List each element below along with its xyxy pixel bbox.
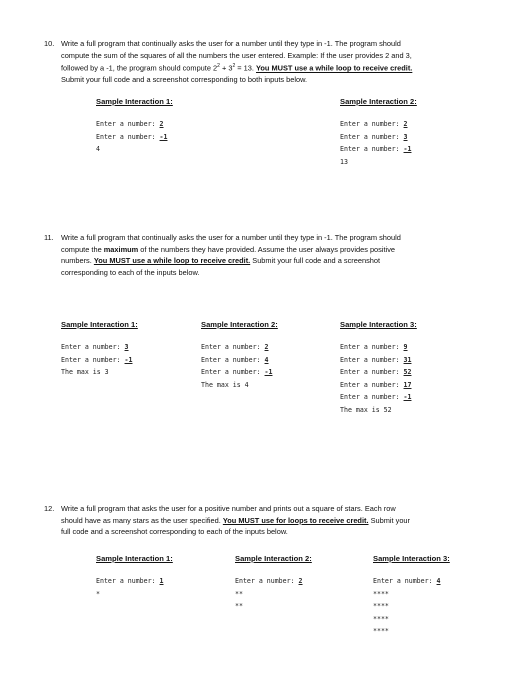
text-fragment: + 3 [219, 63, 233, 73]
console-prompt: **** [373, 627, 389, 636]
requirement-emphasis: You MUST use for loops to receive credit. [222, 515, 369, 525]
console-line [235, 588, 312, 601]
user-input: 1 [159, 577, 164, 585]
console-prompt: Enter a number: [201, 355, 265, 364]
console-line [235, 575, 312, 588]
console-line [96, 588, 173, 601]
sample-interaction-1 [96, 97, 173, 156]
console-line [340, 354, 417, 367]
user-input: 3 [124, 343, 129, 351]
user-input: 2 [403, 120, 408, 128]
console-output [340, 341, 417, 417]
console-line [201, 354, 278, 367]
superscript: 2 [217, 63, 220, 70]
question-number: 12. [44, 504, 55, 513]
text-fragment: followed by a -1, the program should compute 2 [61, 63, 218, 73]
console-prompt: Enter a number: [201, 368, 265, 377]
console-output [96, 118, 173, 156]
console-line [340, 341, 417, 354]
console-line [373, 575, 450, 588]
console-prompt: Enter a number: [340, 120, 404, 128]
console-prompt: Enter a number: [61, 343, 125, 351]
user-input: -1 [264, 368, 273, 377]
user-input: 17 [403, 380, 412, 389]
console-line [340, 143, 417, 156]
text-line [61, 61, 484, 74]
console-prompt: The max is 3 [61, 368, 109, 377]
console-prompt: Enter a number: [340, 380, 404, 389]
console-line [373, 625, 450, 638]
console-output [340, 118, 417, 168]
console-prompt: * [96, 589, 100, 598]
user-input: 2 [264, 343, 269, 351]
console-prompt: ** [235, 589, 243, 598]
console-prompt: Enter a number: [340, 343, 404, 351]
text-fragment: Submit your full code and a screenshot [250, 256, 381, 266]
console-prompt: **** [373, 589, 389, 598]
user-input: 9 [403, 343, 408, 351]
text-fragment: of the numbers they have provided. Assume the user always provides positive [138, 244, 396, 254]
sample-interaction-3 [340, 320, 417, 417]
console-line [373, 600, 450, 613]
console-output [96, 575, 173, 600]
console-line [373, 613, 450, 626]
text-fragment: = 13. [235, 63, 256, 73]
text-fragment: Submit your [368, 515, 411, 525]
text-line: Write a full program that asks the user for a positive number and prints out a square of stars. Each row [61, 504, 396, 513]
user-input: 3 [403, 132, 408, 141]
text-line: full code and a screenshot corresponding to each of the inputs below. [61, 527, 288, 537]
sample-interaction-2 [201, 320, 278, 391]
text-line [61, 244, 484, 256]
user-input: -1 [403, 145, 412, 154]
sample-title: Sample Interaction 3: [340, 320, 417, 329]
console-line [340, 131, 417, 144]
text-line: Submit your full code and a screenshot corresponding to both inputs below. [61, 75, 308, 85]
question-text [61, 38, 484, 86]
console-output [201, 341, 278, 391]
console-prompt: Enter a number: [340, 368, 404, 377]
console-prompt: Enter a number: [340, 132, 404, 141]
bold-term: maximum [103, 244, 139, 254]
sample-title: Sample Interaction 1: [61, 320, 138, 329]
console-prompt: Enter a number: [340, 145, 404, 154]
user-input: 4 [436, 577, 441, 585]
console-prompt: Enter a number: [340, 393, 404, 402]
console-line [201, 341, 278, 354]
console-line [235, 600, 312, 613]
text-line: Write a full program that continually asks the user for a number until they type in -1. The program should [61, 233, 401, 242]
console-line [96, 131, 173, 144]
console-prompt: Enter a number: [373, 577, 437, 585]
text-line [61, 515, 484, 527]
user-input: 4 [264, 355, 269, 364]
question-12 [44, 503, 484, 538]
console-prompt: Enter a number: [96, 577, 160, 585]
console-prompt: Enter a number: [61, 355, 125, 364]
console-prompt: The max is 52 [340, 405, 392, 414]
sample-title: Sample Interaction 2: [340, 97, 417, 106]
sample-title: Sample Interaction 1: [96, 97, 173, 106]
user-input: 2 [159, 120, 164, 128]
question-11 [44, 232, 484, 278]
sample-interaction-1 [61, 320, 138, 379]
sample-title: Sample Interaction 1: [96, 554, 173, 563]
user-input: -1 [159, 132, 168, 141]
text-line: compute the sum of the squares of all the numbers the user entered. Example: If the user provides 2 and 3, [61, 50, 412, 60]
console-prompt: The max is 4 [201, 380, 249, 389]
console-line [61, 354, 138, 367]
user-input: 31 [403, 355, 412, 364]
user-input: 52 [403, 368, 412, 377]
console-line [340, 156, 417, 169]
console-prompt: 13 [340, 157, 348, 166]
question-text [61, 232, 484, 278]
console-prompt: Enter a number: [96, 120, 160, 128]
console-line [340, 391, 417, 404]
superscript: 2 [232, 63, 236, 70]
text-fragment: numbers. [61, 256, 94, 266]
console-prompt: 4 [96, 145, 100, 154]
console-line [96, 118, 173, 131]
console-prompt: ** [235, 602, 243, 611]
sample-title: Sample Interaction 2: [201, 320, 278, 329]
console-line [340, 118, 417, 131]
console-line [340, 404, 417, 417]
text-line [61, 255, 484, 267]
sample-title: Sample Interaction 3: [373, 554, 450, 563]
console-line [96, 143, 173, 156]
question-number: 11. [44, 233, 54, 242]
text-fragment: compute the [61, 244, 104, 254]
console-line [61, 366, 138, 379]
console-output [235, 575, 312, 613]
sample-title: Sample Interaction 2: [235, 554, 312, 563]
user-input: -1 [403, 393, 412, 402]
console-output [61, 341, 138, 379]
console-prompt: **** [373, 602, 389, 611]
console-line [201, 379, 278, 392]
console-line [201, 366, 278, 379]
console-line [340, 379, 417, 392]
text-line: Write a full program that continually asks the user for a number until they type in -1. The program should [61, 39, 401, 48]
sample-interaction-2 [235, 554, 312, 613]
user-input: -1 [124, 355, 133, 364]
console-line [340, 366, 417, 379]
console-prompt: Enter a number: [201, 343, 265, 351]
console-prompt: Enter a number: [340, 355, 404, 364]
question-number: 10. [44, 39, 55, 48]
sample-interaction-2 [340, 97, 417, 168]
user-input: 2 [298, 577, 303, 585]
text-fragment: should have as many stars as the user specified. [61, 515, 223, 525]
sample-interaction-3 [373, 554, 450, 638]
console-line [96, 575, 173, 588]
console-prompt: **** [373, 614, 389, 623]
requirement-emphasis: You MUST use a while loop to receive credit. [93, 256, 251, 266]
console-prompt: Enter a number: [96, 132, 160, 141]
console-line [61, 341, 138, 354]
sample-interaction-1 [96, 554, 173, 600]
console-line [373, 588, 450, 601]
question-text [61, 503, 484, 538]
console-prompt: Enter a number: [235, 577, 299, 585]
text-line: corresponding to each of the inputs below. [61, 267, 200, 277]
question-10 [44, 38, 484, 86]
requirement-emphasis: You MUST use a while loop to receive credit. [256, 63, 413, 73]
console-output [373, 575, 450, 638]
